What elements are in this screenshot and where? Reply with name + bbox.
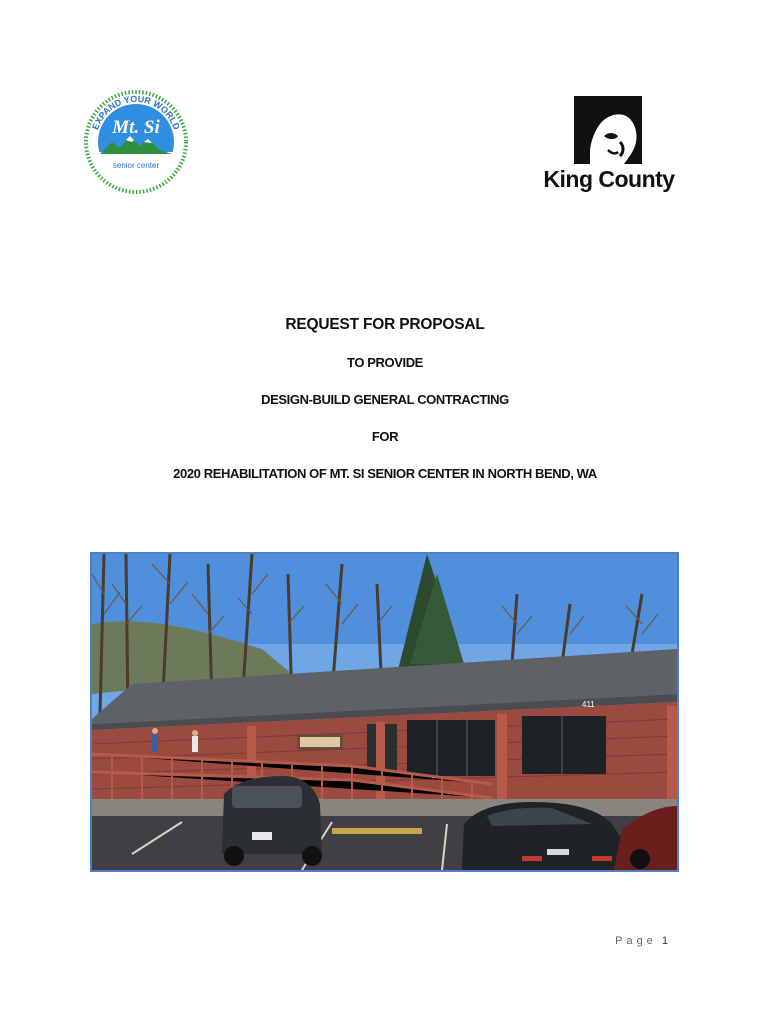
king-county-logo	[538, 96, 680, 198]
king-county-name: King County	[543, 166, 675, 192]
title-line-4: 2020 REHABILITATION OF MT. SI SENIOR CENTER IN NORTH BEND, WA	[173, 466, 597, 481]
senior-center-photo	[90, 552, 679, 872]
title-line-1: TO PROVIDE	[347, 355, 423, 370]
logo-subtitle: senior center	[112, 161, 160, 170]
title-line-3: FOR	[371, 429, 399, 444]
document-title: REQUEST FOR PROPOSAL	[285, 316, 485, 333]
page-label: Page	[615, 935, 657, 947]
mt-si-senior-center-logo	[82, 84, 190, 196]
building-number: 411	[582, 700, 595, 709]
title-line-2: DESIGN-BUILD GENERAL CONTRACTING	[261, 392, 509, 407]
logo-name: Mt. Si	[112, 117, 160, 138]
title-block	[0, 316, 770, 503]
page-number: 1	[661, 935, 668, 947]
page-footer	[615, 935, 668, 947]
logo-arc-text: EXPAND YOUR WORLD	[90, 93, 182, 132]
